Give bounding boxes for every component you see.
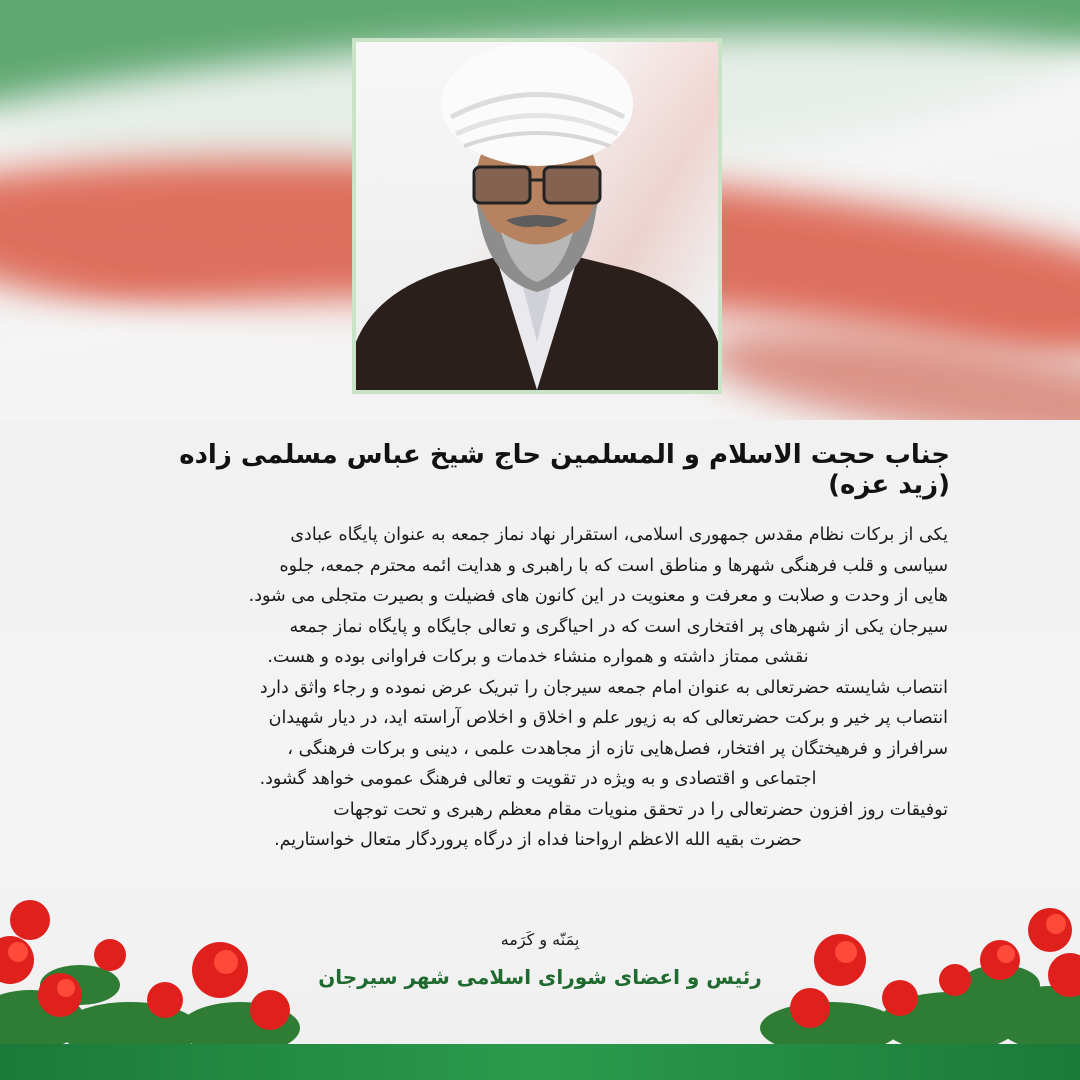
message-line: سیرجان یکی از شهرهای پر افتخاری است که در احیاگری و تعالی جایگاه و پایگاه نماز جمعه	[289, 616, 948, 637]
message-line: اجتماعی و اقتصادی و به ویژه در تقویت و تعالی فرهنگ عمومی خواهد گشود.	[259, 769, 817, 789]
cleric-portrait-icon	[356, 42, 718, 390]
message-line: نقشی ممتاز داشته و همواره منشاء خدمات و برکات فراوانی بوده و هست.	[267, 647, 809, 667]
portrait-frame	[352, 38, 722, 394]
geranium-flowers-icon	[0, 890, 310, 1050]
message-line: انتصاب شایسته حضرتعالی به عنوان امام جمعه سیرجان را تبریک عرض نموده و رجاء واثق دارد	[259, 677, 948, 698]
message-line: توفیقات روز افزون حضرتعالی را در تحقق منویات مقام معظم رهبری و تحت توجهات	[333, 799, 948, 820]
message-line: یکی از برکات نظام مقدس جمهوری اسلامی، استقرار نهاد نماز جمعه به عنوان پایگاه عبادی	[290, 525, 948, 545]
message-line: هایی از وحدت و صلابت و معرفت و معنویت در این کانون های فضیلت و بصیرت متجلی می شود.	[248, 586, 948, 606]
message-line: حضرت بقیه الله الاعظم ارواحنا فداه از درگاه پروردگار متعال خواستاریم.	[274, 830, 802, 850]
message-body	[128, 520, 948, 856]
bottom-green-band	[0, 1044, 1080, 1080]
message-line: سرافراز و فرهیختگان پر افتخار، فصل‌هایی تازه از مجاهدت علمی ، دینی و برکات فرهنگی ،	[287, 738, 948, 759]
message-line: انتصاب پر خیر و برکت حضرتعالی که به زیور علم و اخلاق و اخلاص آراسته اید، در دیار شهیدان	[268, 708, 948, 728]
sender-signature: رئیس و اعضای شورای اسلامی شهر سیرجان	[318, 965, 762, 989]
recipient-title: جناب حجت الاسلام و المسلمین حاج شیخ عباس مسلمی زاده (زید عزه)	[179, 440, 950, 500]
message-line: سیاسی و قلب فرهنگی شهرها و مناطق است که با راهبری و هدایت ائمه محترم جمعه، جلوه	[279, 555, 948, 576]
closing-phrase: بِمَنّه و کَرَمه	[500, 930, 580, 949]
geranium-flowers-icon	[750, 890, 1080, 1050]
